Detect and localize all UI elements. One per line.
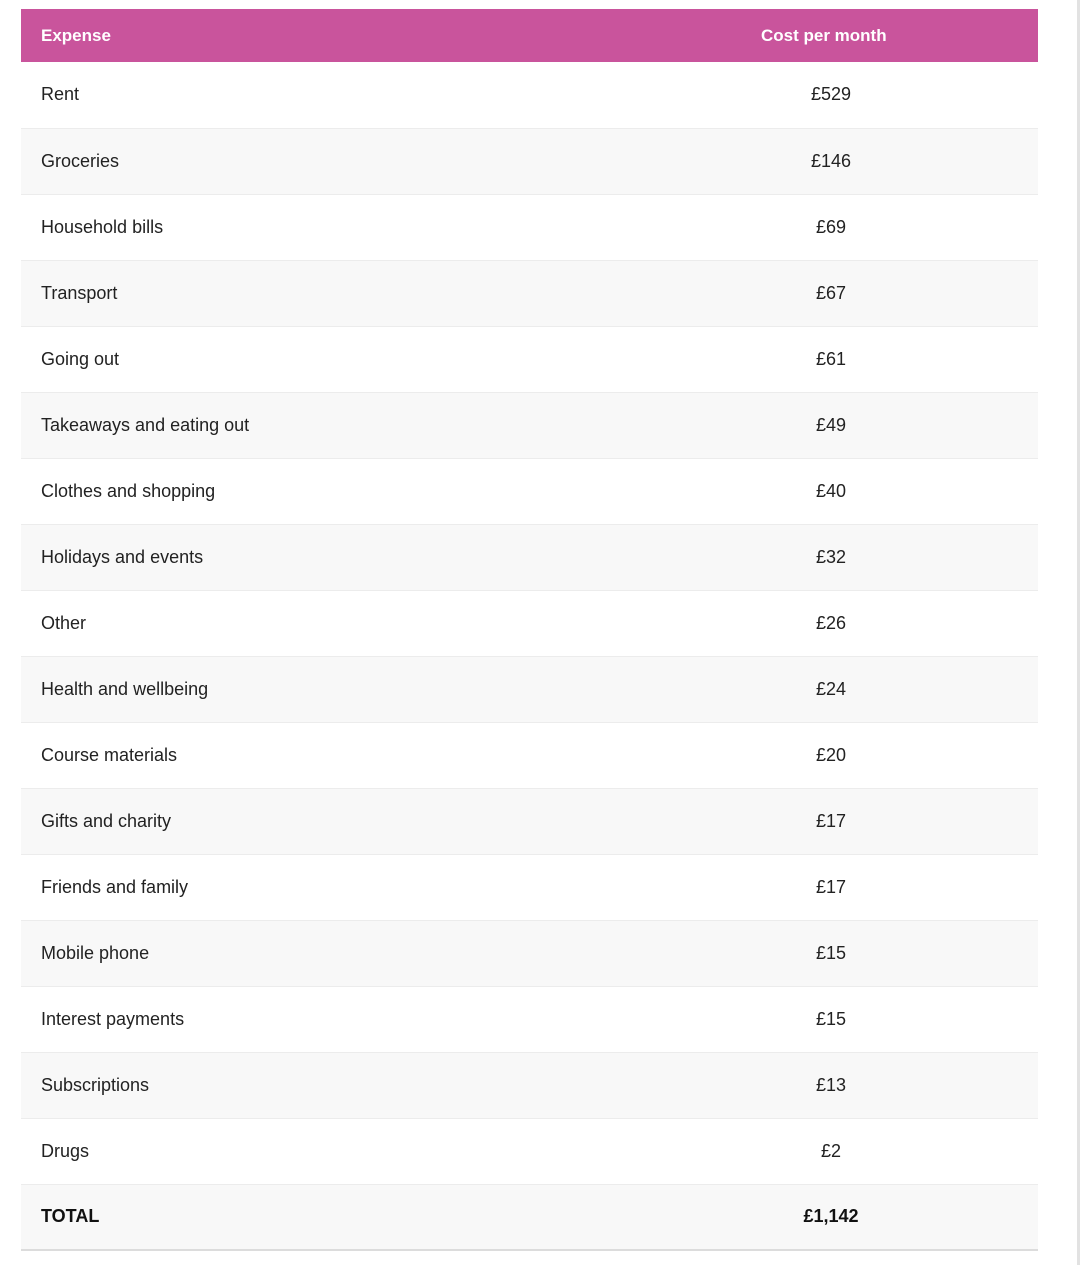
cost-cell: £26 — [815, 612, 847, 633]
header-row — [21, 9, 1038, 62]
expense-cell: Health and wellbeing — [41, 678, 209, 699]
table-row — [21, 260, 1038, 326]
expense-cell: Subscriptions — [41, 1074, 150, 1095]
table-row — [21, 392, 1038, 458]
table-row — [21, 1118, 1038, 1184]
header-cost-per-month: Cost per month — [761, 25, 887, 45]
cost-cell: £15 — [815, 942, 847, 963]
table-row — [21, 458, 1038, 524]
expense-cell: Other — [41, 612, 87, 633]
cost-cell: £2 — [820, 1140, 842, 1161]
total-cost: £1,142 — [803, 1206, 859, 1227]
total-row — [21, 1184, 1038, 1250]
table-row — [21, 986, 1038, 1052]
cost-cell: £24 — [815, 678, 847, 699]
cost-cell: £67 — [815, 282, 847, 303]
header-expense: Expense — [41, 25, 111, 45]
cost-cell: £529 — [810, 84, 852, 105]
table-header — [21, 9, 1038, 62]
table-row — [21, 656, 1038, 722]
expense-cell: Interest payments — [41, 1008, 185, 1029]
table-row — [21, 854, 1038, 920]
expense-table — [21, 9, 1038, 1251]
table-row — [21, 194, 1038, 260]
expense-cell: Takeaways and eating out — [41, 414, 250, 435]
expense-cell: Gifts and charity — [41, 810, 172, 831]
table-body — [21, 62, 1038, 1250]
expense-cell: Transport — [41, 282, 118, 303]
expense-cell: Mobile phone — [41, 942, 150, 963]
expense-cell: Holidays and events — [41, 546, 204, 567]
table-row — [21, 1052, 1038, 1118]
cost-cell: £69 — [815, 216, 847, 237]
expense-cell: Drugs — [41, 1140, 90, 1161]
cost-cell: £13 — [815, 1074, 847, 1095]
table-row — [21, 590, 1038, 656]
expense-table-container — [21, 9, 1038, 1251]
total-label: TOTAL — [41, 1206, 100, 1227]
cost-cell: £146 — [810, 150, 852, 171]
table-row — [21, 62, 1038, 128]
cost-cell: £61 — [815, 348, 847, 369]
table-row — [21, 326, 1038, 392]
cost-cell: £32 — [815, 546, 847, 567]
table-row — [21, 722, 1038, 788]
expense-cell: Course materials — [41, 744, 178, 765]
table-row — [21, 524, 1038, 590]
expense-cell: Groceries — [41, 150, 120, 171]
cost-cell: £17 — [815, 876, 847, 897]
cost-cell: £40 — [815, 480, 847, 501]
cost-cell: £49 — [815, 414, 847, 435]
cost-cell: £20 — [815, 744, 847, 765]
table-row — [21, 788, 1038, 854]
cost-cell: £17 — [815, 810, 847, 831]
table-row — [21, 128, 1038, 194]
expense-cell: Clothes and shopping — [41, 480, 216, 501]
expense-cell: Rent — [41, 84, 80, 105]
expense-cell: Going out — [41, 348, 120, 369]
table-row — [21, 920, 1038, 986]
expense-cell: Friends and family — [41, 876, 189, 897]
expense-cell: Household bills — [41, 216, 164, 237]
cost-cell: £15 — [815, 1008, 847, 1029]
